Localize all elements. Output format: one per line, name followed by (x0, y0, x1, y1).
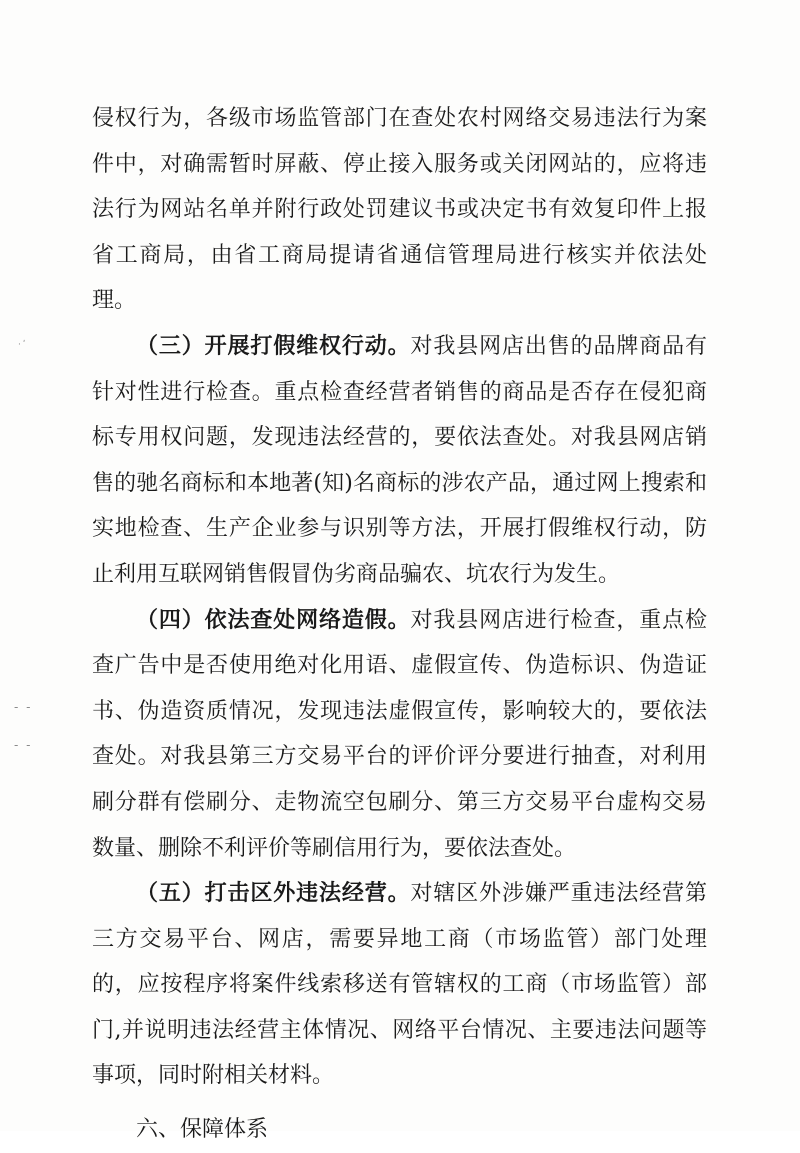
paragraph-out-of-area (92, 871, 707, 1099)
paragraph-heading: （四）依法查处网络造假。 (136, 606, 411, 633)
paragraph-online-fraud (92, 598, 707, 872)
scan-mark: - - (14, 738, 33, 752)
scan-mark: - - (14, 700, 33, 714)
paragraph-body: 对我县网店出售的品牌商品有针对性进行检查。重点检查经营者销售的商品是否存在侵犯商标专用权问题，发现违法经营的，要依法查处。对我县网店销售的驰名商标和本地著(知)名商标的涉农产品，通过网上搜索和实地检查、生产企业参与识别等方法，开展打假维权行动，防止利用互联网销售假冒伪劣商品骗农、坑农行为发生。 (92, 333, 707, 587)
document-body (92, 96, 707, 1153)
scan-mark: ·ʹ (18, 340, 28, 350)
paragraph-continuation (92, 96, 707, 324)
paragraph-anti-counterfeit (92, 324, 707, 598)
paragraph-heading: （三）开展打假维权行动。 (136, 332, 411, 359)
paragraph-body: 对我县网店进行检查，重点检查广告中是否使用绝对化用语、虚假宣传、伪造标识、伪造证书、伪造资质情况，发现违法虚假宣传，影响较大的，要依法查处。对我县第三方交易平台的评价评分要进行抽查，对利用刷分群有偿刷分、走物流空包刷分、第三方交易平台虚构交易数量、删除不利评价等刷信用行为，要依法查处。 (92, 607, 707, 861)
section-title: 六、保障体系 (136, 1117, 269, 1143)
paragraph-heading: （五）打击区外违法经营。 (136, 880, 411, 907)
paragraph-body: 对辖区外涉嫌严重违法经营第三方交易平台、网店，需要异地工商（市场监管）部门处理的，应按程序将案件线索移送有管辖权的工商（市场监管）部门,并说明违法经营主体情况、网络平台情况、主要违法问题等事项，同时附相关材料。 (92, 881, 707, 1089)
paragraph-body: 侵权行为，各级市场监管部门在查处农村网络交易违法行为案件中，对确需暂时屏蔽、停止接入服务或关闭网站的，应将违法行为网站名单并附行政处罚建议书或决定书有效复印件上报省工商局，由省工商局提请省通信管理局进行核实并依法处理。 (92, 106, 707, 314)
